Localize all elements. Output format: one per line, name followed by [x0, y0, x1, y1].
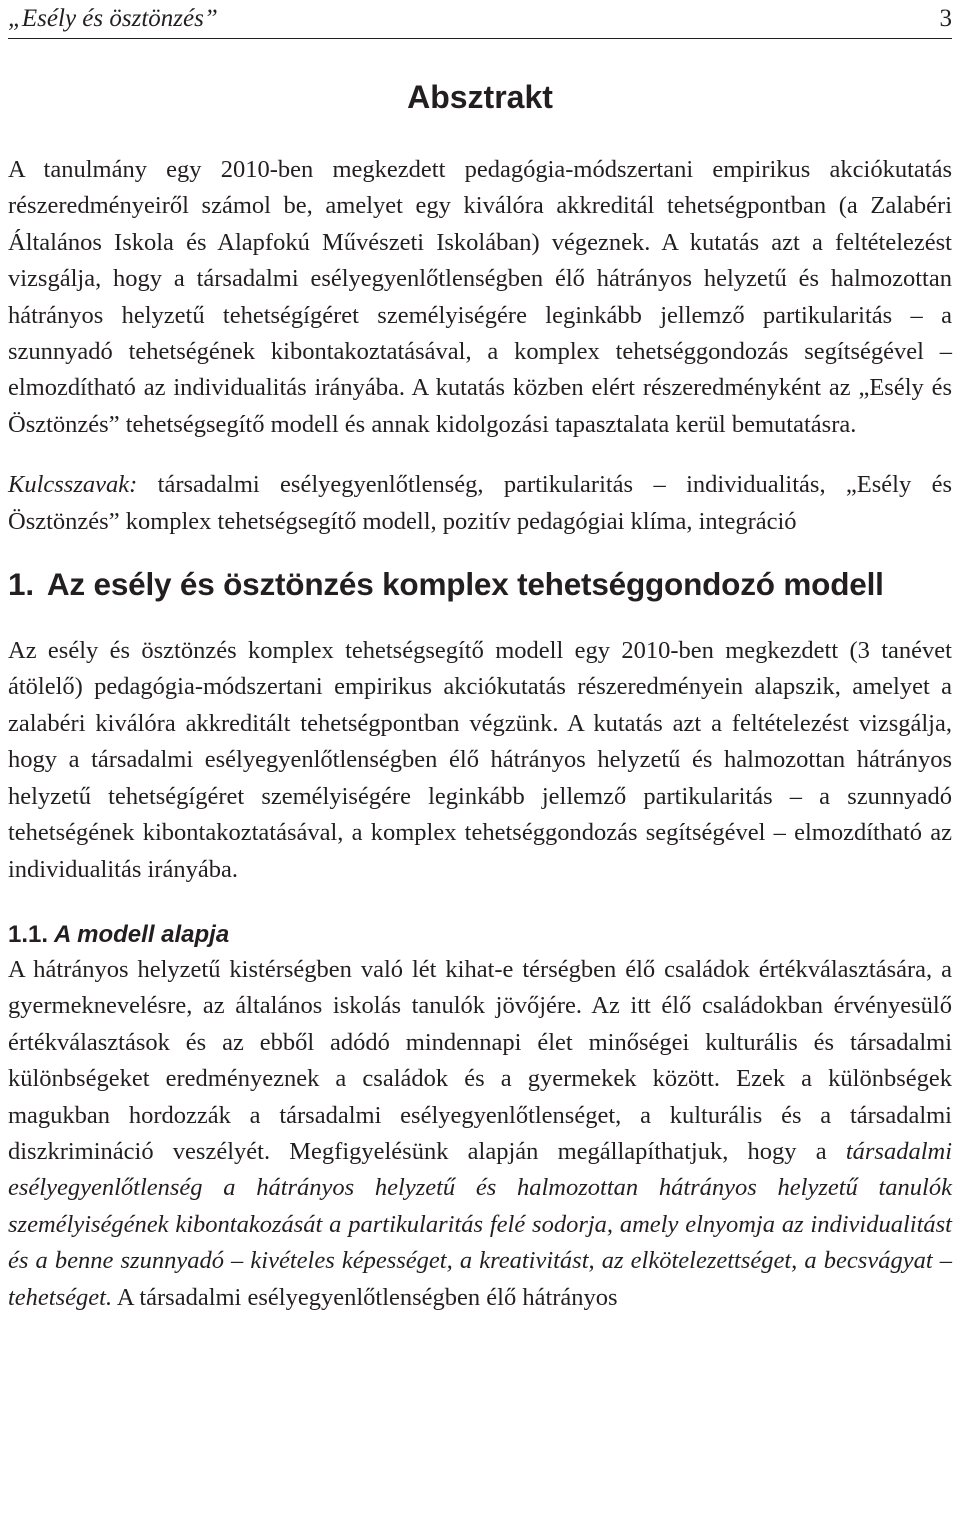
subsection-heading — [8, 918, 952, 952]
abstract-paragraph: A tanulmány egy 2010-ben megkezdett pedagógia-módszertani empirikus akciókutatás részeredményeiről számol be, amelyet egy kiválóra akkreditál tehetségpontban (a Zalabéri Általános Iskola és Alapfokú Művészeti Iskolában) végeznek. A kutatás azt a feltételezést vizsgálja, hogy a társadalmi esélyegyenlőtlenségben élő hátrányos helyzetű és halmozottan hátrányos helyzetű tehetségígéret személyiségére leginkább jellemző partikularitás – a szunnyadó tehetségének kibontakoztatásával, a komplex tehetséggondozás segítségével – elmozdítható az individualitás irányába. A kutatás közben elért részeredményként az „Esély és Ösztönzés” tehetségsegítő modell és annak kidolgozási tapasztalata kerül bemutatásra. — [8, 156, 952, 438]
subsection-text-plain-continued: A társadalmi esélyegyenlőtlenségben élő hátrányos — [112, 1283, 618, 1311]
section-heading — [8, 564, 952, 604]
section-title: Az esély és ösztönzés komplex tehetséggondozó modell — [46, 566, 884, 603]
document-page — [8, 0, 952, 1316]
subsection-title: A modell alapja — [54, 920, 230, 948]
keywords-text: társadalmi esélyegyenlőtlenség, partikularitás – individualitás, „Esély és Ösztönzés” komplex tehetségsegítő modell, pozitív pedagógiai klíma, integráció — [8, 471, 952, 535]
subsection-paragraph — [8, 952, 952, 1316]
page-number: 3 — [939, 5, 952, 32]
abstract-heading: Absztrakt — [407, 79, 553, 115]
running-head-title: „Esély és ösztönzés” — [8, 5, 218, 32]
subsection-text-italic: társadalmi esélyegyenlőtlenség a hátrányos helyzetű és halmozottan hátrányos helyzetű tanulók személyiségének kibontakozását a partikularitás felé sodorja, amely elnyomja az individualitást és a benne szunnyadó – kivételes képességet, a kreativitást, az elkötelezettséget, a becsvágyat – tehetséget. — [8, 1137, 952, 1311]
running-head — [8, 0, 952, 39]
keywords-paragraph — [8, 467, 952, 540]
subsection-text-plain: A hátrányos helyzetű kistérségben való lét kihat-e térségben élő családok értékválasztására, a gyermeknevelésre, az általános iskolás tanulók jövőjére. Az itt élő családokban érvényesülő értékválasztások és az ebből adódó mindennapi élet minőségei kulturális és társadalmi különbségeket eredményeznek a családok és a gyermekek között. Ezek a különbségek magukban hordozzák a társadalmi esélyegyenlőtlenséget, a kulturális és a társadalmi diszkrimináció veszélyét. Megfigyelésünk alapján megállapíthatjuk, hogy a — [8, 955, 952, 1165]
section-number: 1. — [8, 566, 34, 603]
subsection-number: 1.1. — [8, 920, 49, 948]
section-paragraph: Az esély és ösztönzés komplex tehetségsegítő modell egy 2010-ben megkezdett (3 tanévet átölelő) pedagógia-módszertani empirikus akciókutatás részeredményein alapszik, amelyet a zalabéri kiválóra akkreditált tehetségpontban végzünk. A kutatás azt a feltételezést vizsgálja, hogy a társadalmi esélyegyenlőtlenségben élő hátrányos helyzetű és halmozottan hátrányos helyzetű tehetségígéret személyiségére leginkább jellemző partikularitás – a szunnyadó tehetségének kibontakoztatásával, a komplex tehetséggondozás segítségével – elmozdítható az individualitás irányába. — [8, 637, 952, 883]
keywords-label: Kulcsszavak: — [8, 471, 138, 499]
